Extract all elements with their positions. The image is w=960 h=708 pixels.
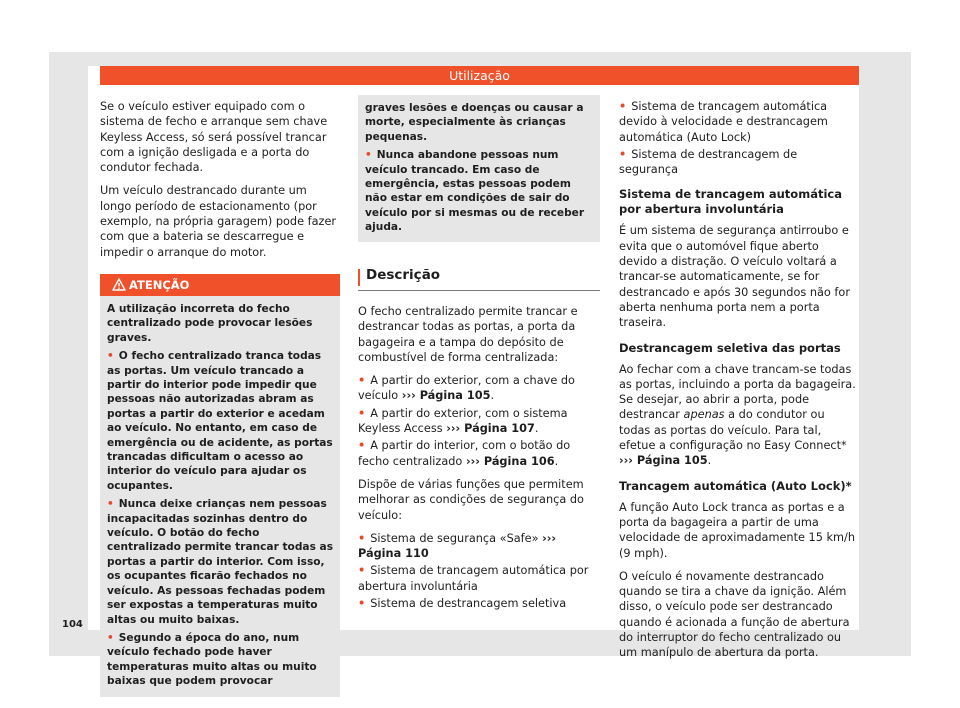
- paragraph: A função Auto Lock tranca as portas e a porta da bagageira a partir de uma velocidade de aproximadamente 15 km/h (9 mph).: [619, 500, 856, 560]
- list-item: • Sistema de trancagem automática devido à velocidade e destrancagem automática (Auto Lock): [619, 99, 859, 145]
- paragraph: O veículo é novamente destrancado quando se tira a chave da ignição. Além disso, o veículo pode ser destrancado quando é acionada a função de abertura do interruptor do fecho centralizado ou um manípulo de abertura da porta.: [619, 569, 850, 660]
- warning-text: graves lesões e doenças ou causar a morte, especialmente às crianças pequenas.: [365, 102, 584, 143]
- column-2: [358, 99, 600, 619]
- column-3: [619, 99, 859, 669]
- warning-header: [100, 274, 340, 296]
- list-item: • Sistema de destrancagem de segurança: [619, 147, 859, 178]
- paragraph: É um sistema de segurança antirroubo e evita que o automóvel fique aberto devido a distração. O veículo voltará a trancar-se automaticamente, se for destrancado e após 30 segundos não for aberta nenhuma porta nem a porta traseira.: [619, 224, 850, 330]
- list-item: • A partir do exterior, com o sistema Keyless Access ››› Página 107.: [358, 406, 600, 437]
- list-item: • A partir do exterior, com a chave do veículo ››› Página 105.: [358, 373, 600, 404]
- paragraph: Se o veículo estiver equipado com o sistema de fecho e arranque sem chave Keyless Access, só será possível trancar com a ignição desligada e a porta do condutor fechada.: [100, 100, 328, 175]
- paragraph: O fecho centralizado permite trancar e destrancar todas as portas, a porta da bagageira e a tampa do depósito de combustível de forma centralizada:: [358, 304, 578, 364]
- paragraph: Um veículo destrancado durante um longo período de estacionamento (por exemplo, na própria garagem) pode fazer com que a bateria se descarregue e impedir o arranque do motor.: [100, 184, 337, 259]
- page-header: Utilização: [100, 66, 859, 85]
- warning-triangle-icon: [112, 278, 126, 291]
- list-item: • Sistema de segurança «Safe» ››› Página 110: [358, 531, 600, 562]
- page-link[interactable]: ››› Página 106: [465, 454, 555, 468]
- list-item: • Sistema de trancagem automática por abertura involuntária: [358, 563, 600, 594]
- column-1: [100, 99, 340, 697]
- section-title: Descrição: [358, 268, 600, 291]
- subheading: Trancagem automática (Auto Lock)*: [619, 478, 852, 493]
- warning-box-continued: [358, 95, 600, 242]
- warning-intro: A utilização incorreta do fecho centralizado pode provocar lesões graves.: [107, 302, 313, 344]
- page-link[interactable]: ››› Página 105: [619, 454, 708, 468]
- warning-item: • O fecho centralizado tranca todas as portas. Um veículo trancado a partir do interior pode impedir que pessoas não autorizadas abram as portas a partir do exterior e acedam ao veículo. No entanto, em caso de emergência ou de acidente, as portas trancadas dificultam o acesso ao interior do veículo para ajudar os ocupantes.: [107, 349, 334, 493]
- list-item: • Sistema de destrancagem seletiva: [358, 596, 600, 611]
- warning-item: • Segundo a época do ano, num veículo fechado pode haver temperaturas muito altas ou muito baixas que podem provocar: [107, 631, 334, 689]
- subheading: Destrancagem seletiva das portas: [619, 340, 841, 355]
- warning-item: • Nunca deixe crianças nem pessoas incapacitadas sozinhas dentro do veículo. O botão do fecho centralizado permite trancar todas as portas a partir do interior. Com isso, os ocupantes ficarão fechados no veículo. As pessoas fechadas podem ser expostas a temperaturas muito altas ou muito baixas.: [107, 497, 334, 627]
- page-link[interactable]: ››› Página 110: [358, 531, 557, 561]
- warning-item: • Nunca abandone pessoas num veículo trancado. Em caso de emergência, estas pessoas podem não estar em condições de sair do veículo por si mesmas ou de receber ajuda.: [365, 148, 594, 234]
- warning-title: ATENÇÃO: [129, 277, 190, 292]
- page-link[interactable]: ››› Página 107: [446, 422, 535, 436]
- paragraph: Dispõe de várias funções que permitem melhorar as condições de segurança do veículo:: [358, 477, 584, 522]
- warning-box: [100, 274, 340, 697]
- page-link[interactable]: ››› Página 105: [401, 389, 491, 403]
- page-number: 104: [62, 619, 83, 630]
- list-item: • A partir do interior, com o botão do fecho centralizado ››› Página 106.: [358, 438, 600, 469]
- subheading: Sistema de trancagem automática por abertura involuntária: [619, 187, 842, 217]
- paragraph: Ao fechar com a chave trancam-se todas as portas, incluindo a porta da bagageira. Se desejar, ao abrir a porta, pode destrancar apenas a do condutor ou todas as portas do veículo. Para tal, efetue a configuração no Easy Connect* ››› Página 105.: [619, 362, 856, 468]
